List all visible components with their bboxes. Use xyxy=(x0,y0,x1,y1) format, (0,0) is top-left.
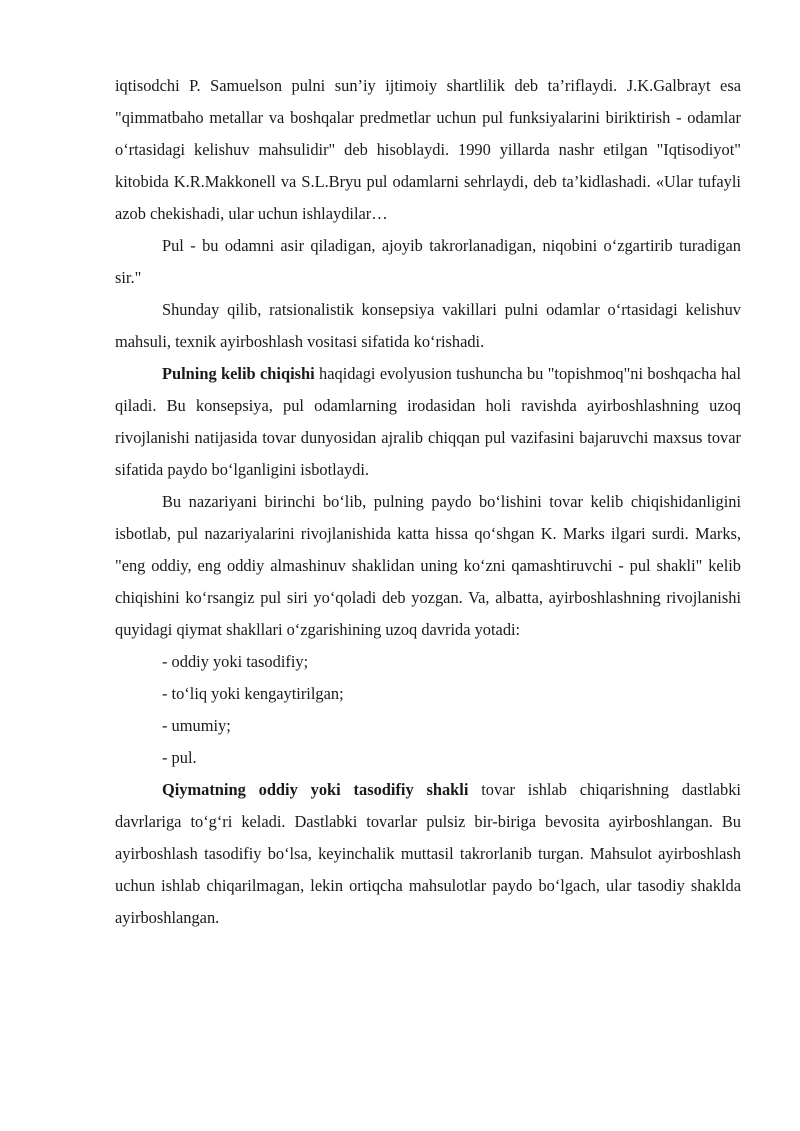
paragraph-text: Shunday qilib, ratsionalistik konsepsiya vakillari pulni odamlar o‘rtasidagi kelishuv mahsuli, texnik ayirboshlash vositasi sifatida ko‘rishadi. xyxy=(115,300,741,351)
paragraph-ratsionalistik xyxy=(115,294,741,358)
paragraph-text: iqtisodchi P. Samuelson pulni sun’iy ijtimoiy shartlilik deb ta’riflaydi. J.K.Galbrayt esa "qimmatbaho metallar va boshqalar predmetlar uchun pul funksiyalarini biriktirish - odamlar o‘rtasidagi kelishuv mahsulidir" deb hisoblaydi. 1990 yillarda nashr etilgan "Iqtisodiyot" kitobida K.R.Makkonell va S.L.Bryu pul odamlarni sehrlaydi, deb ta’kidlashadi. «Ular tufayli azob chekishadi, ular uchun ishlaydilar… xyxy=(115,76,741,223)
paragraph-text: Pul - bu odamni asir qiladigan, ajoyib takrorlanadigan, niqobini o‘zgartirib turadigan sir." xyxy=(115,236,741,287)
list-item xyxy=(115,742,741,774)
paragraph-bold-lead: Pulning kelib chiqishi xyxy=(162,364,315,383)
paragraph-marks xyxy=(115,486,741,646)
paragraph-samuelson xyxy=(115,70,741,230)
paragraph-text: Bu nazariyani birinchi bo‘lib, pulning paydo bo‘lishini tovar kelib chiqishidanligini isbotlab, pul nazariyalarini rivojlanishida katta hissa qo‘shgan K. Marks ilgari surdi. Marks, "eng oddiy, eng oddiy almashinuv shaklidan uning ko‘zni qamashtiruvchi - pul shakli" kelib chiqishini ko‘rsangiz pul siri yo‘qoladi deb yozgan. Va, albatta, ayirboshlashning rivojlanishi quyidagi qiymat shakllari o‘zgarishining uzoq davrida yotadi: xyxy=(115,492,741,639)
list-item xyxy=(115,678,741,710)
list-item-text: - pul. xyxy=(162,748,197,767)
paragraph-bold-lead: Qiymatning oddiy yoki tasodifiy shakli xyxy=(162,780,469,799)
list-item-text: - umumiy; xyxy=(162,716,231,735)
paragraph-text: tovar ishlab chiqarishning dastlabki davrlariga to‘g‘ri keladi. Dastlabki tovarlar pulsiz bir-biriga bevosita ayirboshlangan. Bu ayirboshlash tasodifiy bo‘lsa, keyinchalik muttasil takrorlanib turgan. Mahsulot ayirboshlash uchun ishlab chiqarilmagan, lekin ortiqcha mahsulotlar paydo bo‘lgach, ular tasodiy shaklda ayirboshlangan. xyxy=(115,780,741,927)
list-item xyxy=(115,646,741,678)
list-item xyxy=(115,710,741,742)
list-item-text: - to‘liq yoki kengaytirilgan; xyxy=(162,684,344,703)
paragraph-pul-sir xyxy=(115,230,741,294)
paragraph-qiymat-shakli xyxy=(115,774,741,934)
paragraph-kelib-chiqishi xyxy=(115,358,741,486)
document-page xyxy=(115,70,741,934)
list-item-text: - oddiy yoki tasodifiy; xyxy=(162,652,309,671)
paragraph-text: haqidagi evolyusion tushuncha bu "topishmoq"ni boshqacha hal qiladi. Bu konsepsiya, pul odamlarning irodasidan holi ravishda ayirboshlashning uzoq rivojlanishi natijasida tovar dunyosidan ajralib chiqqan pul vazifasini bajaruvchi maxsus tovar sifatida paydo bo‘lganligini isbotlaydi. xyxy=(115,364,741,479)
